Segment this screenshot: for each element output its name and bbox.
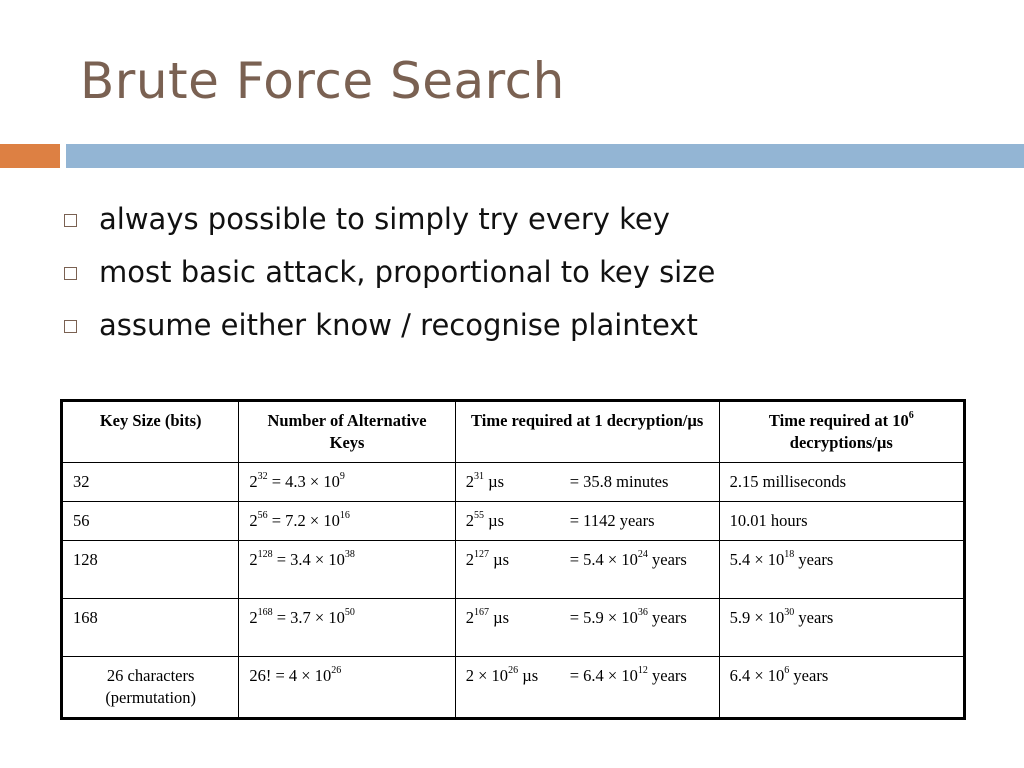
brute-force-table xyxy=(60,399,966,720)
cell-key-size: 56 xyxy=(62,502,239,541)
table-row xyxy=(62,502,965,541)
cell-alt-keys: $2^{32} = 4.3 \times 10^9$ xyxy=(239,463,455,502)
cell-key-size: 168 xyxy=(62,599,239,657)
cell-key-size: 32 xyxy=(62,463,239,502)
accent-bar-blue xyxy=(66,144,1024,168)
cell-time-1: $2^{31}$ µs = 35.8 minutes xyxy=(455,463,719,502)
cell-time-1e6: $6.4 \times 10^6$ years xyxy=(719,657,964,719)
header-time-1e6-unit: decryptions/µs xyxy=(789,433,893,452)
header-key-size: Key Size (bits) xyxy=(62,401,239,463)
slide-title: Brute Force Search xyxy=(80,52,565,110)
header-time-1e6 xyxy=(719,401,964,463)
bullet-text: most basic attack, proportional to key size xyxy=(99,254,716,289)
square-bullet-icon xyxy=(64,267,77,280)
bullet-list xyxy=(64,192,715,351)
cell-alt-keys: $2^{56} = 7.2 \times 10^{16}$ xyxy=(239,502,455,541)
bullet-item xyxy=(64,298,715,351)
bullet-item xyxy=(64,192,715,245)
table-row xyxy=(62,463,965,502)
square-bullet-icon xyxy=(64,320,77,333)
cell-alt-keys: $2^{128} = 3.4 \times 10^{38}$ xyxy=(239,541,455,599)
cell-time-1e6: $5.4 \times 10^{18}$ years xyxy=(719,541,964,599)
accent-bar-orange xyxy=(0,144,60,168)
bullet-item xyxy=(64,245,715,298)
table-row xyxy=(62,657,965,719)
cell-time-1: $2^{127}$ $\mu s = 5.4 \times 10^{24}$ years xyxy=(455,541,719,599)
cell-key-size: 128 xyxy=(62,541,239,599)
header-time-1: Time required at 1 decryption/µs xyxy=(455,401,719,463)
table-row xyxy=(62,599,965,657)
table-row xyxy=(62,541,965,599)
cell-time-1e6: $5.9 \times 10^{30}$ years xyxy=(719,599,964,657)
cell-time-1e6: 2.15 milliseconds xyxy=(719,463,964,502)
cell-time-1e6: 10.01 hours xyxy=(719,502,964,541)
cell-key-size: 26 characters (permutation) xyxy=(62,657,239,719)
cell-time-1: $2^{55}$ µs = 1142 years xyxy=(455,502,719,541)
cell-alt-keys: $2^{168} = 3.7 \times 10^{50}$ xyxy=(239,599,455,657)
bullet-text: always possible to simply try every key xyxy=(99,201,670,236)
cell-time-1: $2^{167}$ $\mu s = 5.9 \times 10^{36}$ years xyxy=(455,599,719,657)
cell-alt-keys: 26! = $4 \times 10^{26}$ xyxy=(239,657,455,719)
cell-time-1: $2 \times 10^{26}$ $\mu s = 6.4 \times 10^{12}$ years xyxy=(455,657,719,719)
header-time-1e6-text: Time required at 10 xyxy=(768,411,909,430)
header-alt-keys: Number of Alternative Keys xyxy=(239,401,455,463)
square-bullet-icon xyxy=(64,214,77,227)
bullet-text: assume either know / recognise plaintext xyxy=(99,307,698,342)
header-time-1e6-exp: 6 xyxy=(908,409,914,421)
table-header-row xyxy=(62,401,965,463)
